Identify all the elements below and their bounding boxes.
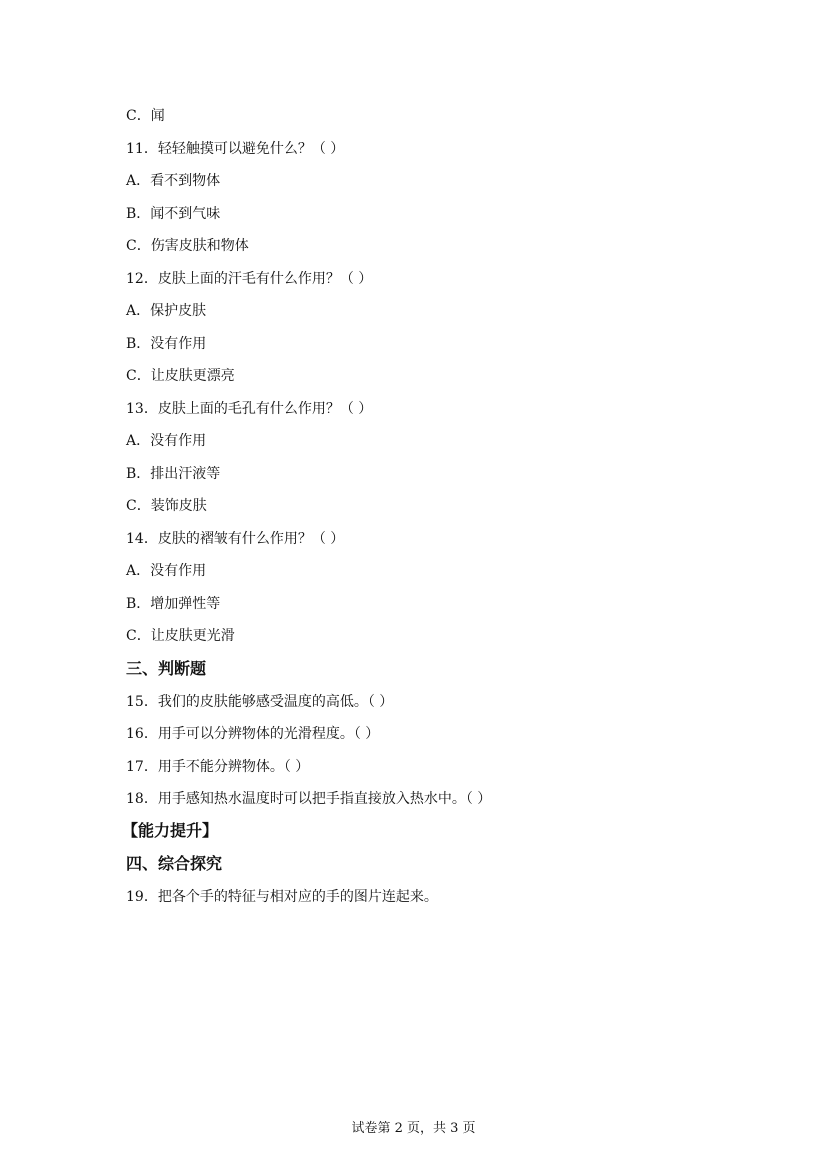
ability-title: 【能力提升】: [122, 821, 219, 840]
question-12-option-c: C．让皮肤更漂亮: [126, 368, 235, 384]
question-11-option-a: A．看不到物体: [126, 173, 221, 189]
question-13: 13．皮肤上面的毛孔有什么作用？（ ）: [126, 401, 373, 417]
question-13-option-c: C．装饰皮肤: [126, 498, 207, 514]
question-12-option-b: B．没有作用: [126, 336, 207, 352]
question-15: 15．我们的皮肤能够感受温度的高低。（ ）: [126, 694, 394, 710]
question-14: 14．皮肤的褶皱有什么作用？（ ）: [126, 531, 345, 547]
section-4-title: 四、综合探究: [126, 854, 223, 873]
question-14-option-c: C．让皮肤更光滑: [126, 628, 235, 644]
question-11-option-b: B．闻不到气味: [126, 206, 221, 222]
question-17: 17．用手不能分辨物体。（ ）: [126, 759, 310, 775]
question-18: 18．用手感知热水温度时可以把手指直接放入热水中。（ ）: [126, 791, 492, 807]
question-19: 19．把各个手的特征与相对应的手的图片连起来。: [126, 889, 438, 905]
question-16: 16．用手可以分辨物体的光滑程度。（ ）: [126, 726, 380, 742]
question-12-option-a: A．保护皮肤: [126, 303, 207, 319]
question-13-option-a: A．没有作用: [126, 433, 207, 449]
question-12: 12．皮肤上面的汗毛有什么作用？（ ）: [126, 271, 373, 287]
question-14-option-b: B．增加弹性等: [126, 596, 221, 612]
question-11-option-c: C．伤害皮肤和物体: [126, 238, 249, 254]
section-3-title: 三、判断题: [126, 659, 207, 678]
page-footer: 试卷第 2 页，共 3 页: [351, 1121, 476, 1136]
question-14-option-a: A．没有作用: [126, 563, 207, 579]
option-c-smell: C．闻: [126, 108, 165, 124]
question-13-option-b: B．排出汗液等: [126, 466, 221, 482]
question-11: 11．轻轻触摸可以避免什么？（ ）: [126, 141, 345, 157]
